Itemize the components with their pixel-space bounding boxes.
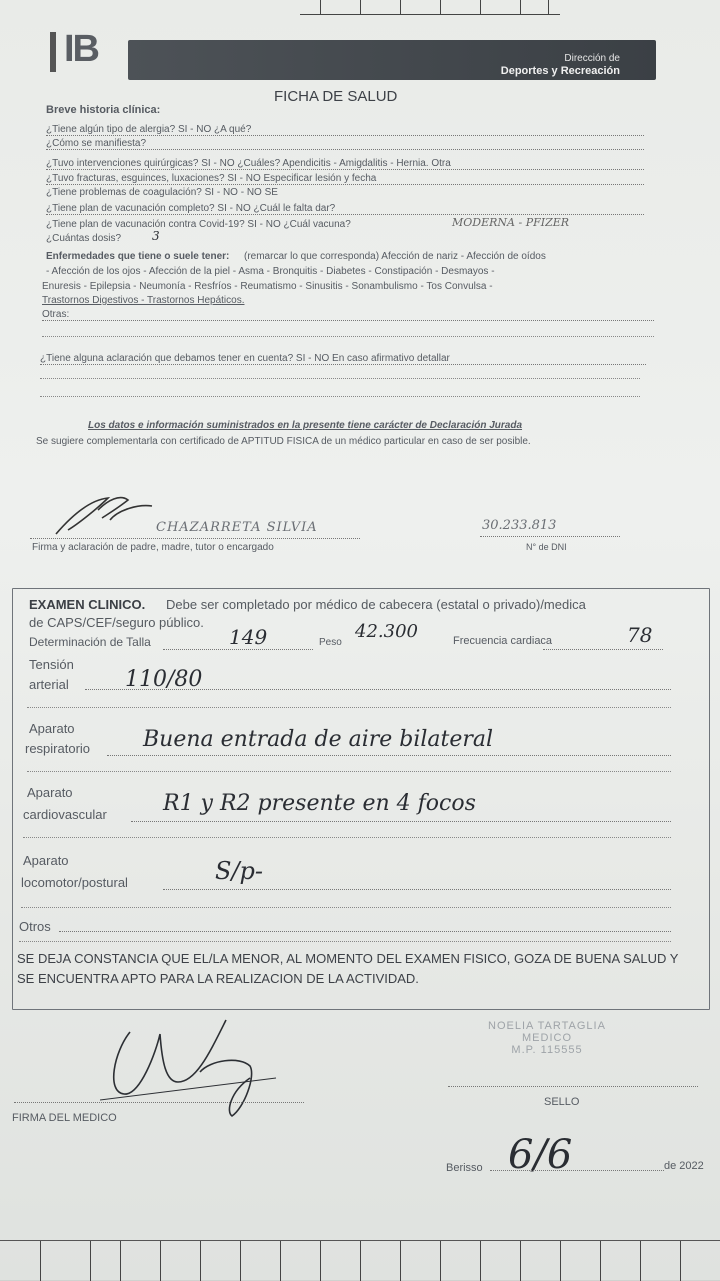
- height-value: 149: [229, 625, 268, 649]
- question-allergy: ¿Tiene algún tipo de alergia? SI - NO ¿A qué?: [46, 124, 644, 136]
- exam-others-label: Otros: [19, 919, 51, 934]
- heart-value: 78: [627, 623, 653, 647]
- doctor-signature: [100, 1012, 280, 1122]
- doctor-sign-line: [14, 1102, 304, 1103]
- declaration: Los datos e información suministrados en la presente tiene carácter de Declaración Jurada: [88, 420, 523, 431]
- doctor-sign-label: FIRMA DEL MEDICO: [12, 1112, 117, 1124]
- doctor-stamp: NOELIA TARTAGLIA MEDICO M.P. 115555: [488, 1020, 606, 1056]
- cardio-label-2: cardiovascular: [23, 807, 107, 822]
- diseases-line4: Trastornos Digestivos - Trastornos Hepáticos.: [42, 295, 245, 306]
- guardian-signature: [48, 490, 158, 540]
- blank-line: [40, 396, 640, 397]
- heart-line: [543, 649, 663, 650]
- dni-label: N° de DNI: [526, 542, 567, 552]
- question-coagulation: ¿Tiene problemas de coagulación? SI - NO - NO SE: [46, 187, 278, 198]
- blank-line: [27, 707, 671, 708]
- logo: IB: [50, 30, 130, 74]
- exam-heading: EXAMEN CLINICO.: [29, 597, 146, 612]
- exam-heading-rest: Debe ser completado por médico de cabecera (estatal o privado)/medica: [166, 597, 586, 612]
- stamp-line: [448, 1086, 698, 1087]
- guardian-name: CHAZARRETA SILVIA: [156, 520, 318, 535]
- top-strip: [300, 0, 560, 15]
- blank-line: [21, 907, 671, 908]
- suggestion: Se sugiere complementarla con certificado de APTITUD FISICA de un médico particular en caso de ser posible.: [36, 436, 531, 447]
- others-line: Otras:: [42, 309, 654, 321]
- question-covid: ¿Tiene plan de vacunación contra Covid-19? SI - NO ¿Cuál vacuna?: [46, 219, 351, 230]
- diseases-line3: Enuresis - Epilepsia - Neumonía - Resfríos - Reumatismo - Sinusitis - Sonambulismo - Tos Convulsa -: [42, 281, 493, 292]
- doses-answer: 3: [152, 229, 160, 243]
- loco-line: [163, 889, 671, 890]
- date-value: 6/6: [508, 1132, 573, 1178]
- date-line: [490, 1170, 664, 1171]
- question-vaccination: ¿Tiene plan de vacunación completo? SI - NO ¿Cuál le falta dar?: [46, 203, 644, 215]
- loco-label: Aparato: [23, 853, 69, 868]
- blank-line: [19, 941, 671, 942]
- weight-label: Peso: [319, 637, 342, 648]
- diseases-note: (remarcar lo que corresponda) Afección de nariz - Afección de oídos: [244, 251, 546, 262]
- resp-value: Buena entrada de aire bilateral: [143, 727, 494, 752]
- loco-label-2: locomotor/postural: [21, 875, 128, 890]
- header-banner: Dirección de Deportes y Recreación: [128, 40, 656, 80]
- city-label: Berisso: [446, 1162, 483, 1174]
- vaccine-answer: MODERNA - PFIZER: [452, 216, 570, 229]
- clarification-question: ¿Tiene alguna aclaración que debamos tener en cuenta? SI - NO En caso afirmativo detallar: [40, 353, 646, 365]
- stamp-label: SELLO: [544, 1096, 580, 1108]
- heart-label: Frecuencia cardiaca: [453, 635, 553, 647]
- tension-value: 110/80: [125, 667, 203, 692]
- blank-line: [42, 336, 654, 337]
- blank-line: [23, 837, 671, 838]
- health-statement: SE DEJA CONSTANCIA QUE EL/LA MENOR, AL MOMENTO DEL EXAMEN FISICO, GOZA DE BUENA SALUD Y SE ENCUENTRA APTO PARA LA REALIZACION DE LA ACTIVIDAD.: [17, 951, 679, 986]
- guardian-sign-label: Firma y aclaración de padre, madre, tutor o encargado: [32, 542, 274, 553]
- others-line: [59, 931, 671, 932]
- cardio-value: R1 y R2 presente en 4 focos: [163, 791, 476, 816]
- loco-value: S/p-: [215, 857, 263, 885]
- resp-label-2: respiratorio: [25, 741, 91, 756]
- form-title: FICHA DE SALUD: [274, 88, 398, 105]
- weight-value: 42.300: [355, 621, 418, 642]
- tension-label-2: arterial: [29, 677, 69, 692]
- resp-label: Aparato: [29, 721, 75, 736]
- exam-heading-line2: de CAPS/CEF/seguro público.: [29, 615, 204, 630]
- dni-value: 30.233.813: [482, 518, 557, 533]
- height-line: [163, 649, 313, 650]
- signature-line: [30, 538, 360, 539]
- question-fractures: ¿Tuvo fracturas, esguinces, luxaciones? SI - NO Especificar lesión y fecha: [46, 173, 644, 185]
- date-suffix: de 2022: [664, 1160, 704, 1172]
- height-label: Determinación de Talla: [29, 635, 151, 649]
- question-doses: ¿Cuántas dosis?: [46, 233, 122, 244]
- tension-label: Tensión: [29, 657, 74, 672]
- blank-line: [40, 378, 640, 379]
- blank-line: [27, 771, 671, 772]
- diseases-heading: Enfermedades que tiene o suele tener:: [46, 251, 230, 262]
- clinical-exam-box: [12, 588, 710, 1010]
- cardio-line: [131, 821, 671, 822]
- question-surgery: ¿Tuvo intervenciones quirúrgicas? SI - NO ¿Cuáles? Apendicitis - Amigdalitis - Hernia. Otra: [46, 158, 644, 170]
- resp-line: [107, 755, 671, 756]
- diseases-line2: - Afección de los ojos - Afección de la piel - Asma - Bronquitis - Diabetes - Constipación - Desmayos -: [46, 266, 495, 277]
- history-heading: Breve historia clínica:: [46, 104, 161, 116]
- tension-line: [85, 689, 671, 690]
- bottom-strip: [0, 1240, 720, 1281]
- dni-line: [480, 536, 620, 537]
- question-manifest: ¿Cómo se manifiesta?: [46, 138, 644, 150]
- cardio-label: Aparato: [27, 785, 73, 800]
